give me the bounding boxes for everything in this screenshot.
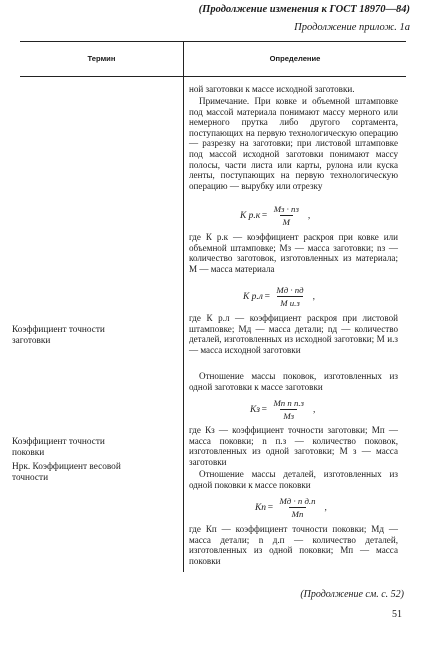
page-number: 51 xyxy=(392,609,402,620)
term-line: точности xyxy=(12,473,49,484)
formula-fraction xyxy=(273,285,306,308)
definition-note: Примечание. При ковке и объемной штамповке под массой материала понимают массу мерного или немерного прутка либо другого сортамента, поступающих на первую технологическую операцию — разрезку на заготовки; при листовой штамповке под массой исходной заготовки понимают массу полосы, части листа или карты, рулона или куска ленты, поступающих на первую технологическую операцию — вырубку или отрезку xyxy=(189,96,398,191)
formula-blank-accuracy xyxy=(250,398,315,421)
formula-comma: , xyxy=(307,210,311,221)
definition-text: где Кз — коэффициент точности заготовки; Мп — масса поковки; n п.з — количество поковок, изготовленных из одной заготовки; М з — масса заготовки xyxy=(189,425,398,467)
formula-denominator: Мп xyxy=(289,507,307,519)
formula-cutting-forging xyxy=(240,204,310,227)
term-line: поковки xyxy=(12,448,45,459)
formula-forging-accuracy xyxy=(255,496,327,519)
term-line: Коэффициент точности xyxy=(12,437,105,447)
formula-numerator: Мд · n д.п xyxy=(279,496,316,506)
formula-numerator: Мд · nд xyxy=(276,285,304,295)
formula-lhs: Кп xyxy=(255,502,267,513)
definition-text: Отношение массы деталей, изготовленных из одной поковки к массе поковки xyxy=(189,469,398,490)
table-header xyxy=(20,42,406,77)
column-header-term: Термин xyxy=(87,54,116,63)
formula-denominator: М и.з xyxy=(277,296,303,308)
definition-text: где Кп — коэффициент точности поковки; Мд — масса детали; n д.п — количество деталей, изготовленных из одной поковки; Мп — масса поковки xyxy=(189,524,398,566)
formula-cutting-sheet xyxy=(243,285,315,308)
formula-numerator: Мп n п.з xyxy=(273,398,304,408)
definition-text: Отношение массы поковок, изготовленных из одной заготовки к массе заготовки xyxy=(189,371,398,392)
formula-fraction xyxy=(271,204,302,227)
header-line-1: (Продолжение изменения к ГОСТ 18970—84) xyxy=(198,4,410,15)
formula-fraction xyxy=(270,398,307,421)
formula-comma: , xyxy=(324,502,327,513)
term-weight-accuracy xyxy=(12,462,162,484)
formula-lhs: К р.л xyxy=(243,291,263,302)
column-divider xyxy=(183,42,184,572)
term-blank-accuracy xyxy=(12,325,162,347)
term-line: Нрк. Коэффициент весовой xyxy=(12,462,121,472)
term-forging-accuracy xyxy=(12,437,162,459)
formula-equals: = xyxy=(261,404,268,415)
formula-denominator: Мз xyxy=(280,409,297,421)
formula-equals: = xyxy=(263,291,271,302)
column-header-definition: Определение xyxy=(269,54,321,63)
definition-text: где К р.к — коэффициент раскроя при ковке или объемной штамповке; Мз — масса заготовки; nз — количество заготовок, изготовленных из материала; М — масса материала xyxy=(189,232,398,274)
definition-text: ной заготовки к массе исходной заготовки. xyxy=(189,84,355,94)
formula-comma: , xyxy=(313,404,316,415)
term-line: заготовки xyxy=(12,336,51,347)
continuation-note: (Продолжение см. с. 52) xyxy=(300,589,404,600)
formula-denominator: М xyxy=(280,215,293,227)
formula-numerator: Мз · nз xyxy=(273,204,299,214)
formula-lhs: К р.к xyxy=(240,210,261,221)
formula-comma: , xyxy=(312,291,315,302)
formula-equals: = xyxy=(267,502,274,513)
header-line-2: Продолжение прилож. 1а xyxy=(294,22,410,33)
definition-text: где К р.л — коэффициент раскроя при листовой штамповке; Мд — масса детали; nд — количество деталей, изготовленных из исходной заготовки; М и.з — масса исходной заготовки xyxy=(189,313,398,355)
formula-lhs: Кз xyxy=(250,404,261,415)
formula-equals: = xyxy=(261,210,268,221)
term-line: Коэффициент точности xyxy=(12,325,105,335)
formula-fraction xyxy=(276,496,318,519)
